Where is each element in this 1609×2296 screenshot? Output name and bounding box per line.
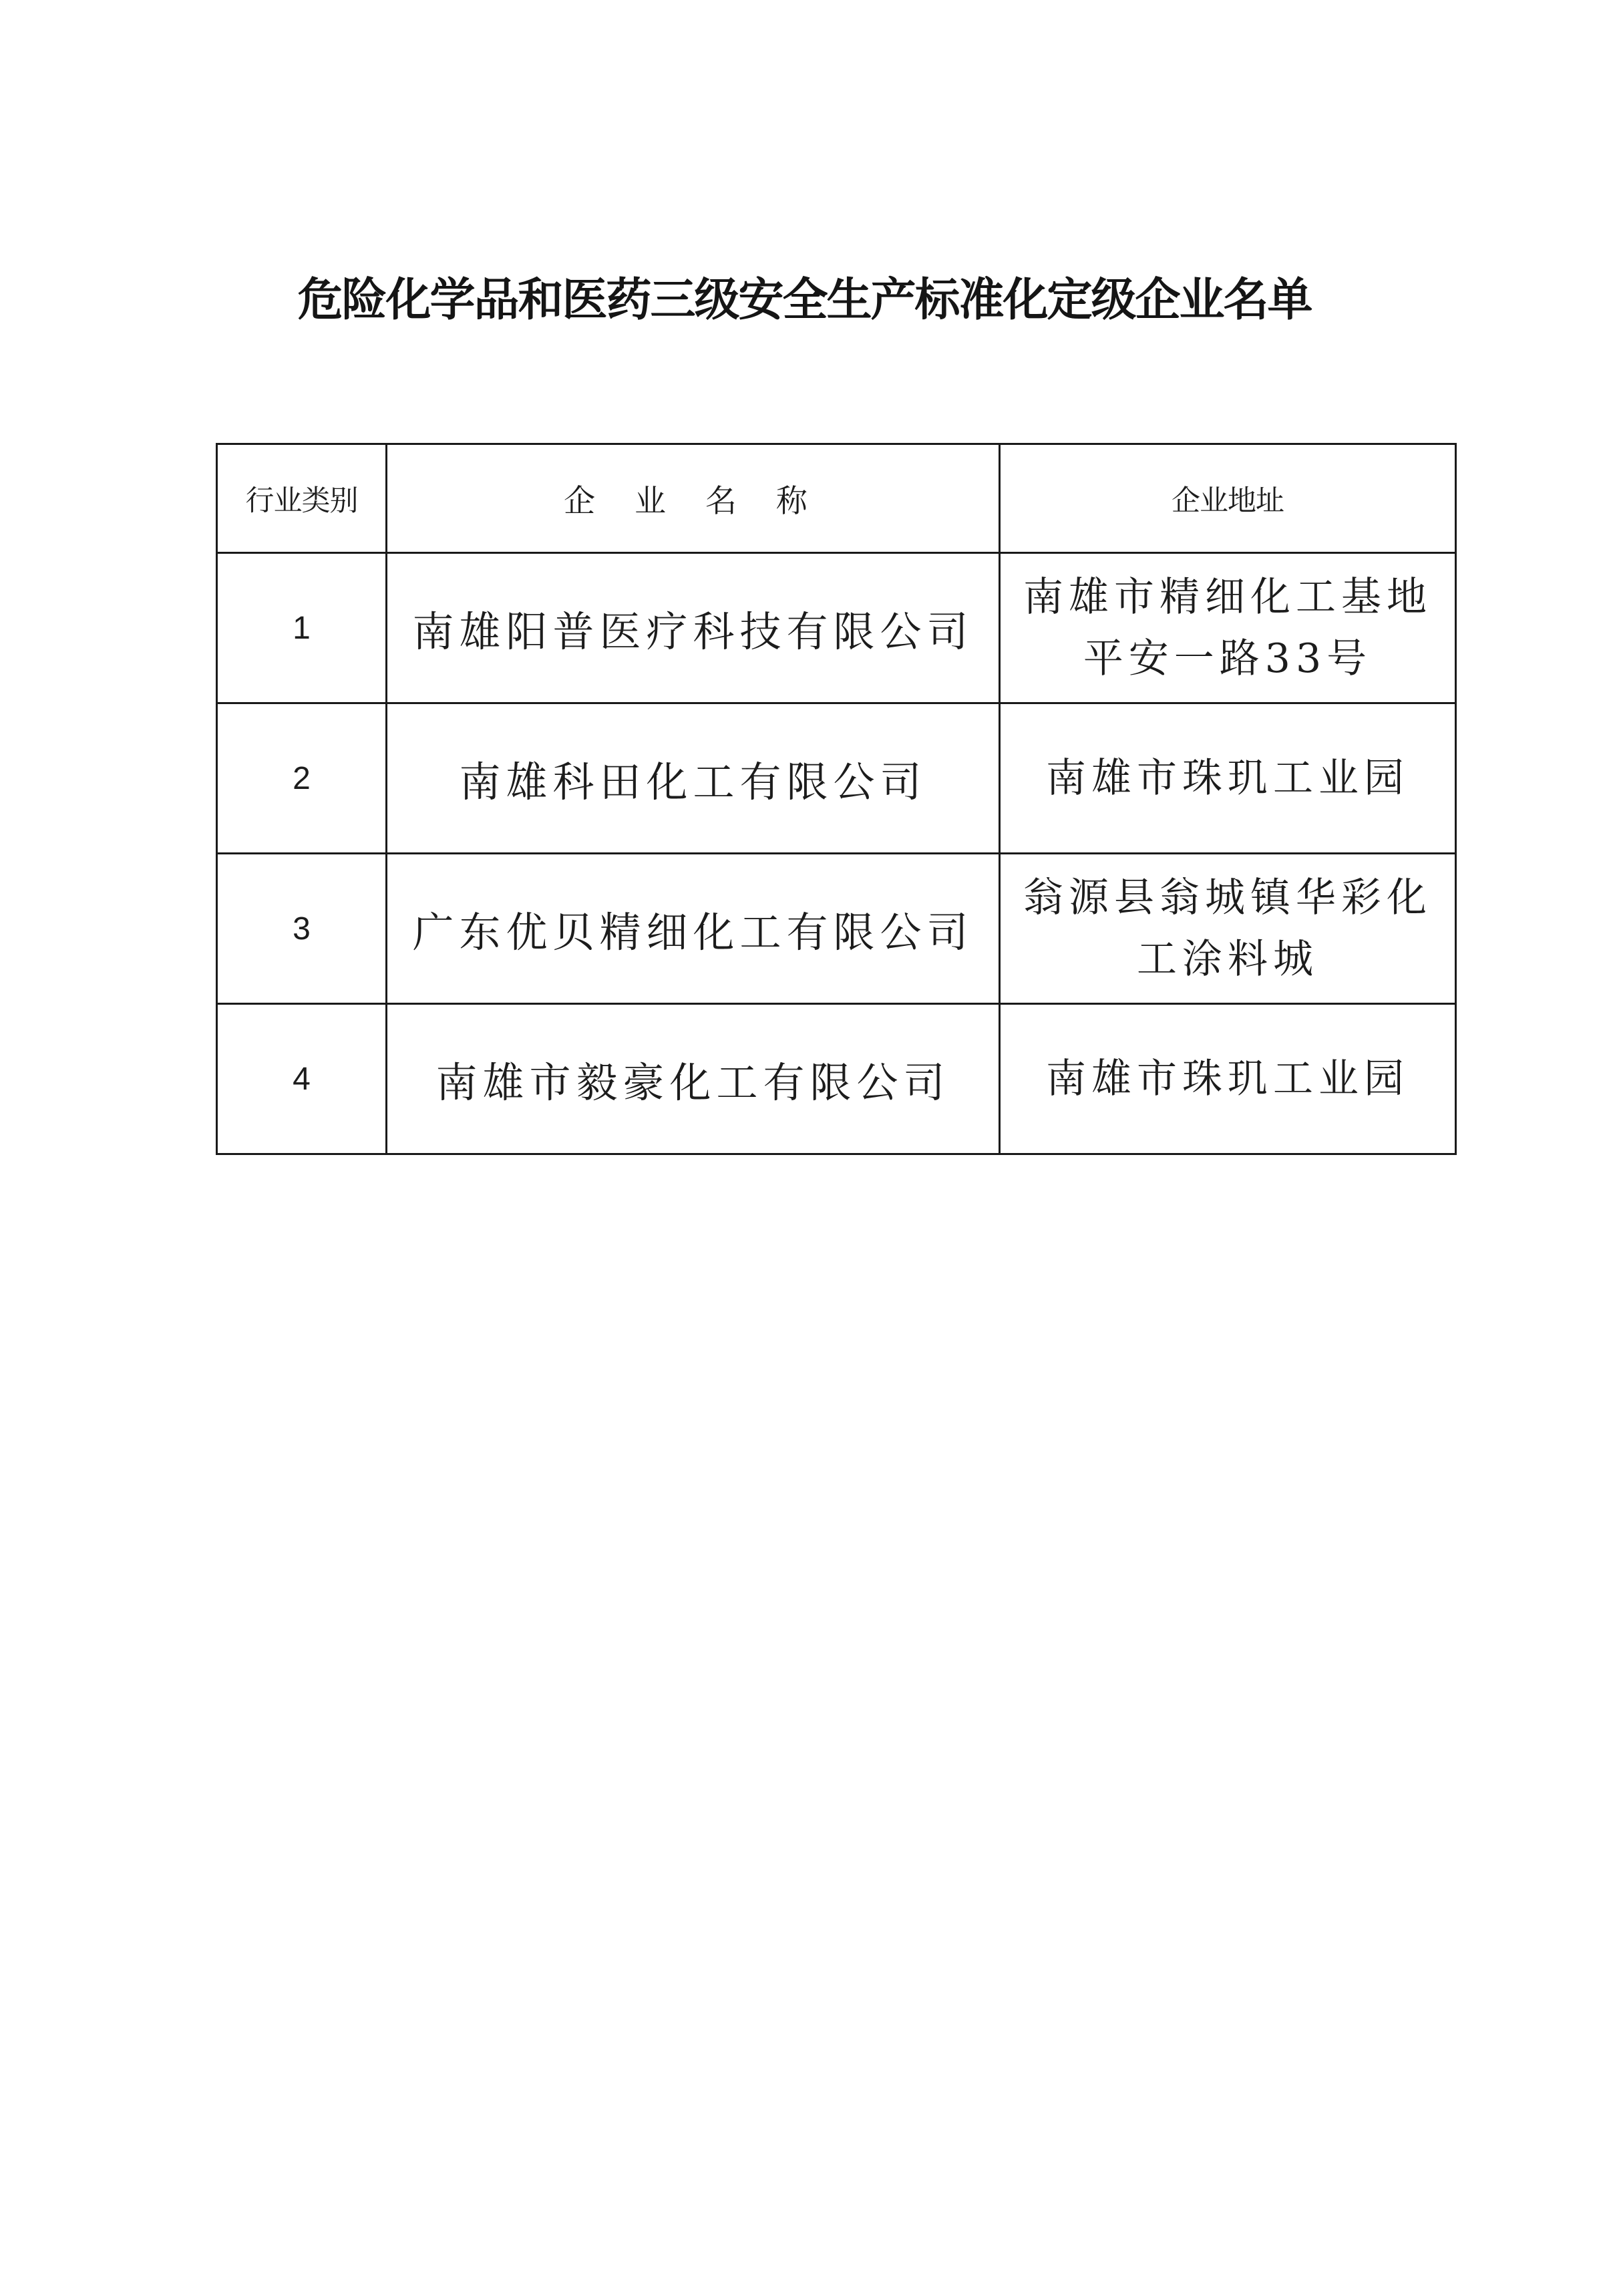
address-line: 工涂料城 <box>1137 936 1318 983</box>
row-company-name: 南雄阳普医疗科技有限公司 <box>387 553 1000 703</box>
row-company-address <box>1000 553 1456 703</box>
row-category: 4 <box>217 1004 387 1154</box>
enterprise-table <box>216 443 1457 1155</box>
row-company-name: 广东优贝精细化工有限公司 <box>387 854 1000 1004</box>
row-category: 2 <box>217 703 387 854</box>
table-row <box>217 1004 1456 1154</box>
row-company-name: 南雄市毅豪化工有限公司 <box>387 1004 1000 1154</box>
address-line: 翁源县翁城镇华彩化 <box>1023 874 1432 921</box>
header-company-address: 企业地址 <box>1000 444 1456 553</box>
address-line: 南雄市精细化工基地 <box>1023 574 1432 621</box>
address-line: 平安一路33号 <box>1083 635 1373 682</box>
row-company-address <box>1000 1004 1456 1154</box>
header-company-name: 企 业 名 称 <box>387 444 1000 553</box>
address-line: 南雄市珠玑工业园 <box>1046 1055 1409 1102</box>
table-row <box>217 553 1456 703</box>
row-company-address <box>1000 854 1456 1004</box>
address-line: 南雄市珠玑工业园 <box>1046 755 1409 802</box>
table-row <box>217 703 1456 854</box>
row-category: 1 <box>217 553 387 703</box>
header-category: 行业类别 <box>217 444 387 553</box>
row-category: 3 <box>217 854 387 1004</box>
row-company-name: 南雄科田化工有限公司 <box>387 703 1000 854</box>
table-row <box>217 854 1456 1004</box>
row-company-address <box>1000 703 1456 854</box>
page-title: 危险化学品和医药三级安全生产标准化定级企业名单 <box>297 274 1312 327</box>
table-header-row <box>217 444 1456 553</box>
